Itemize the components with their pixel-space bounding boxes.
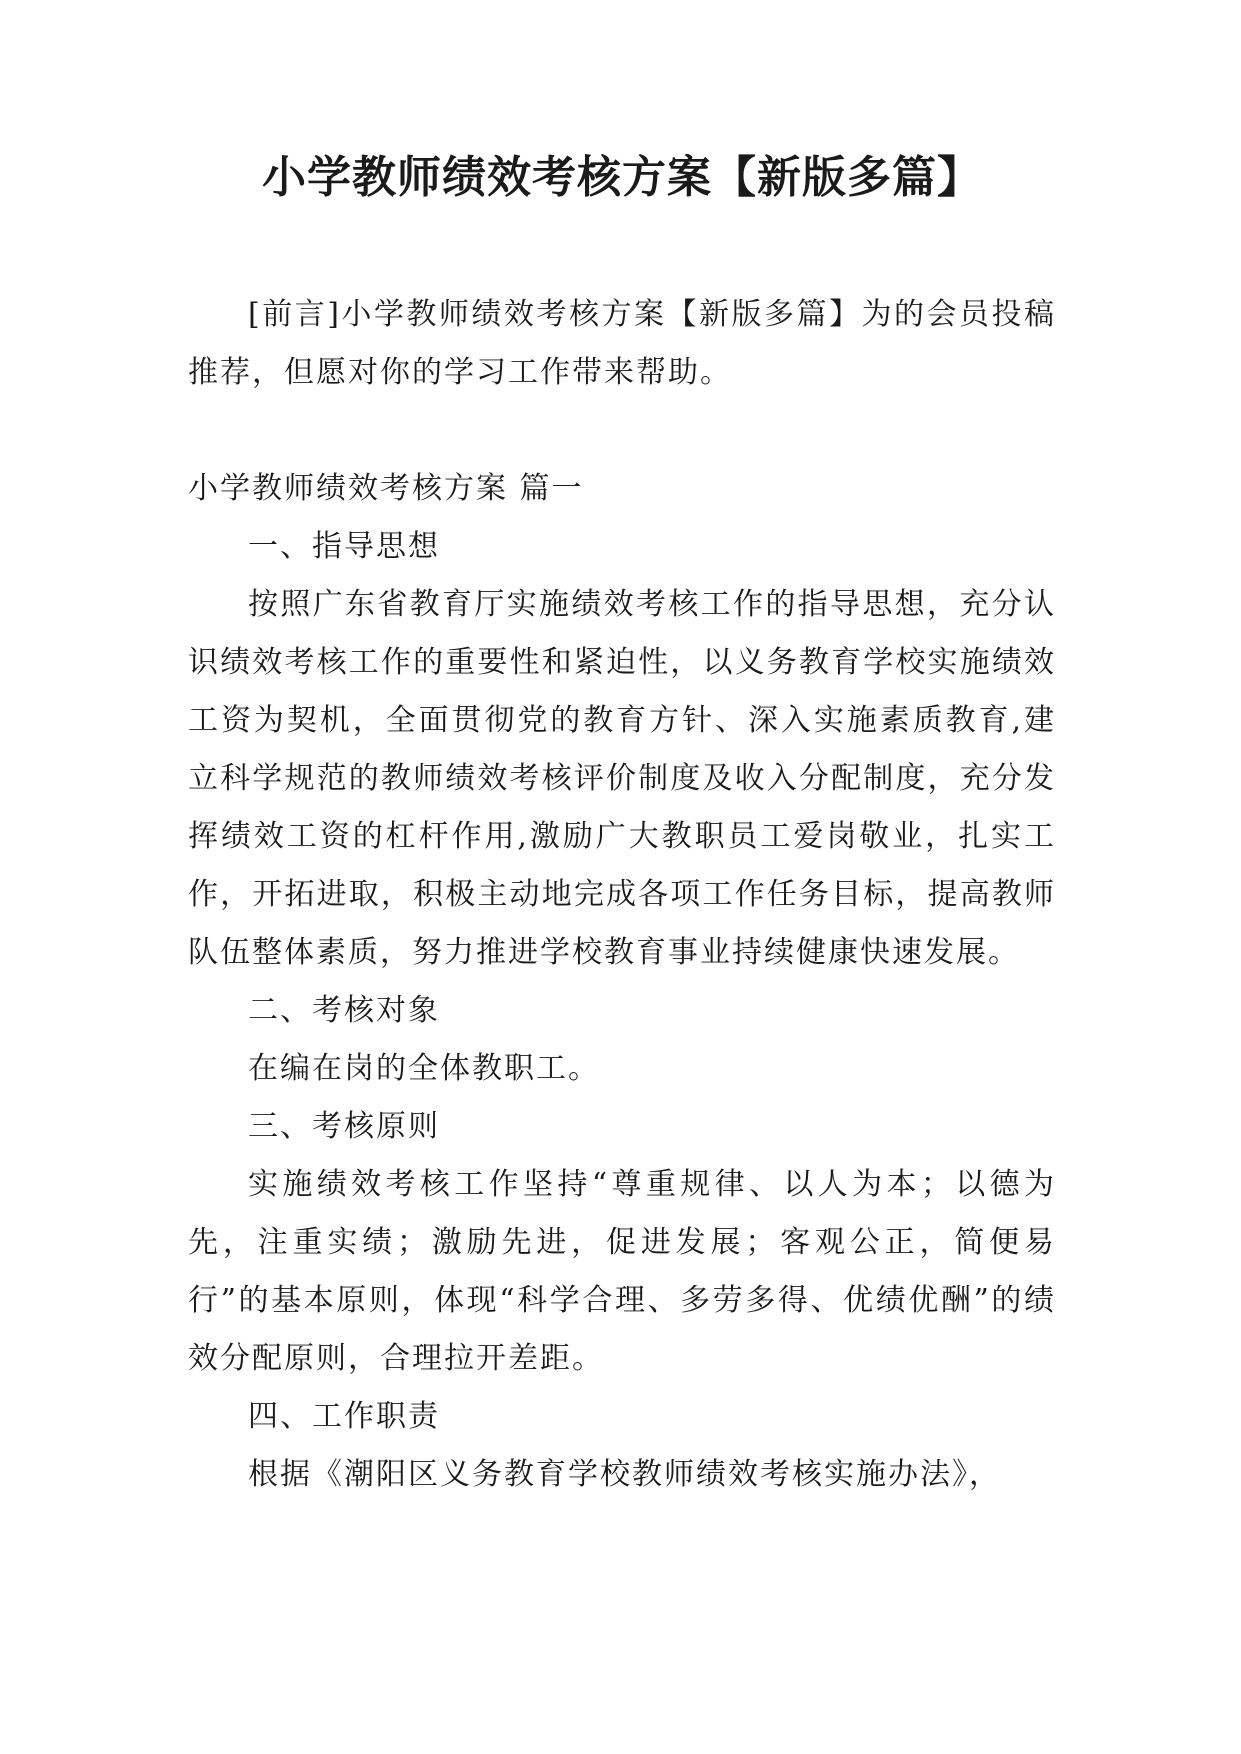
heading-guiding-ideology: 一、指导思想 [248, 529, 440, 564]
heading-assessment-principles: 三、考核原则 [248, 1109, 440, 1144]
paragraph-work-duties: 根据《潮阳区义务教育学校教师绩效考核实施办法》， [248, 1457, 1001, 1492]
heading-assessment-target: 二、考核对象 [248, 993, 440, 1028]
heading-work-duties: 四、工作职责 [248, 1399, 440, 1434]
paragraph-guiding-ideology: 按照广东省教育厅实施绩效考核工作的指导思想，充分认识绩效考核工作的重要性和紧迫性，以义务教育学校实施绩效工资为契机，全面贯彻党的教育方针、深入实施素质教育,建立科学规范的教师绩效考核评价制度及收入分配制度，充分发挥绩效工资的杠杆作用,激励广大教职员工爱岗敬业，扎实工作，开拓进取，积极主动地完成各项工作任务目标，提高教师队伍整体素质，努力推进学校教育事业持续健康快速发展。 [188, 587, 1056, 970]
paragraph-assessment-target: 在编在岗的全体教职工。 [248, 1051, 600, 1086]
document-body [188, 286, 1056, 1504]
spacer [188, 402, 1056, 460]
paragraph-assessment-principles: 实施绩效考核工作坚持“尊重规律、以人为本；以德为先，注重实绩；激励先进，促进发展；客观公正，简便易行”的基本原则，体现“科学合理、多劳多得、优绩优酬”的绩效分配原则，合理拉开差距。 [188, 1167, 1056, 1376]
preface-paragraph: [前言]小学教师绩效考核方案【新版多篇】为的会员投稿推荐，但愿对你的学习工作带来帮助。 [188, 297, 1056, 390]
section-title: 小学教师绩效考核方案 篇一 [188, 471, 584, 506]
document-title: 小学教师绩效考核方案【新版多篇】 [262, 152, 982, 203]
